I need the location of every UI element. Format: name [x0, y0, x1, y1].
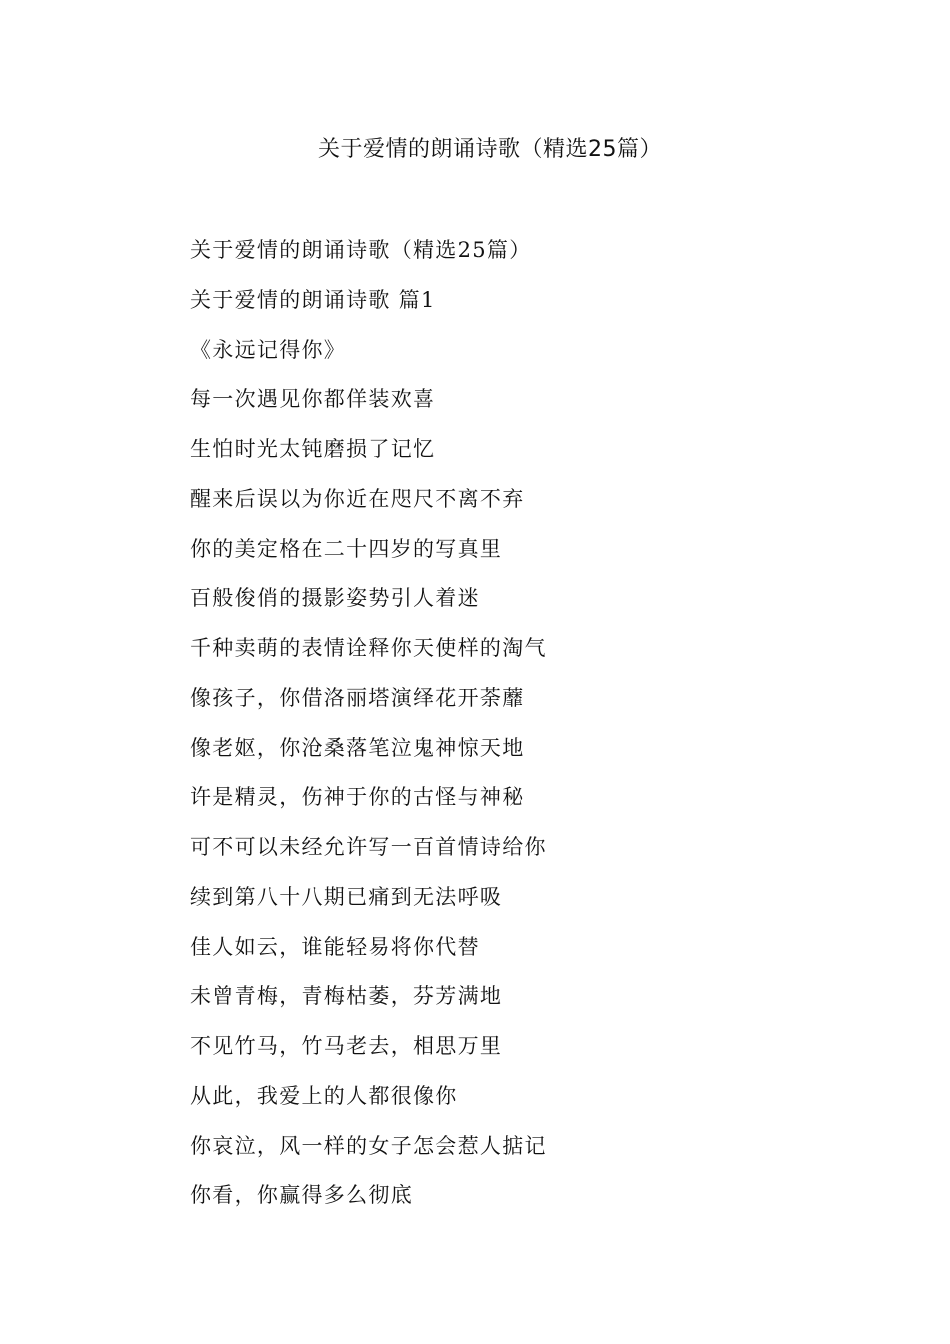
- text-line: 百般俊俏的摄影姿势引人着迷: [190, 586, 480, 611]
- text-line: 《永远记得你》: [190, 337, 347, 362]
- text-line: 你哀泣，风一样的女子怎会惹人掂记: [190, 1133, 547, 1158]
- text-line: 未曾青梅，青梅枯萎，芬芳满地: [190, 984, 503, 1009]
- text-line: 你的美定格在二十四岁的写真里: [190, 536, 503, 561]
- text-line: 像老妪，你沧桑落笔泣鬼神惊天地: [190, 735, 525, 760]
- text-line: 佳人如云，谁能轻易将你代替: [190, 934, 480, 959]
- text-line: 生怕时光太钝磨损了记忆: [190, 437, 436, 461]
- text-line: 关于爱情的朗诵诗歌 篇1: [190, 287, 436, 312]
- document-body: [190, 232, 890, 1227]
- text-line: 每一次遇见你都佯装欢喜: [190, 387, 436, 412]
- text-line: 从此，我爱上的人都很像你: [190, 1083, 458, 1108]
- text-line: 可不可以未经允许写一百首情诗给你: [190, 835, 547, 859]
- text-line: 千种卖萌的表情诠释你天使样的淘气: [190, 636, 547, 660]
- text-line: 醒来后误以为你近在咫尺不离不弃: [190, 486, 525, 511]
- text-line: 续到第八十八期已痛到无法呼吸: [190, 884, 503, 909]
- text-line: 关于爱情的朗诵诗歌（精选25篇）: [190, 238, 532, 262]
- text-line: 你看，你赢得多么彻底: [190, 1183, 413, 1208]
- text-line: 不见竹马，竹马老去，相思万里: [190, 1034, 503, 1058]
- document-title: 关于爱情的朗诵诗歌（精选25篇）: [318, 137, 662, 162]
- text-line: 许是精灵，伤神于你的古怪与神秘: [190, 785, 525, 810]
- text-line: 像孩子，你借洛丽塔演绎花开荼蘼: [190, 685, 525, 710]
